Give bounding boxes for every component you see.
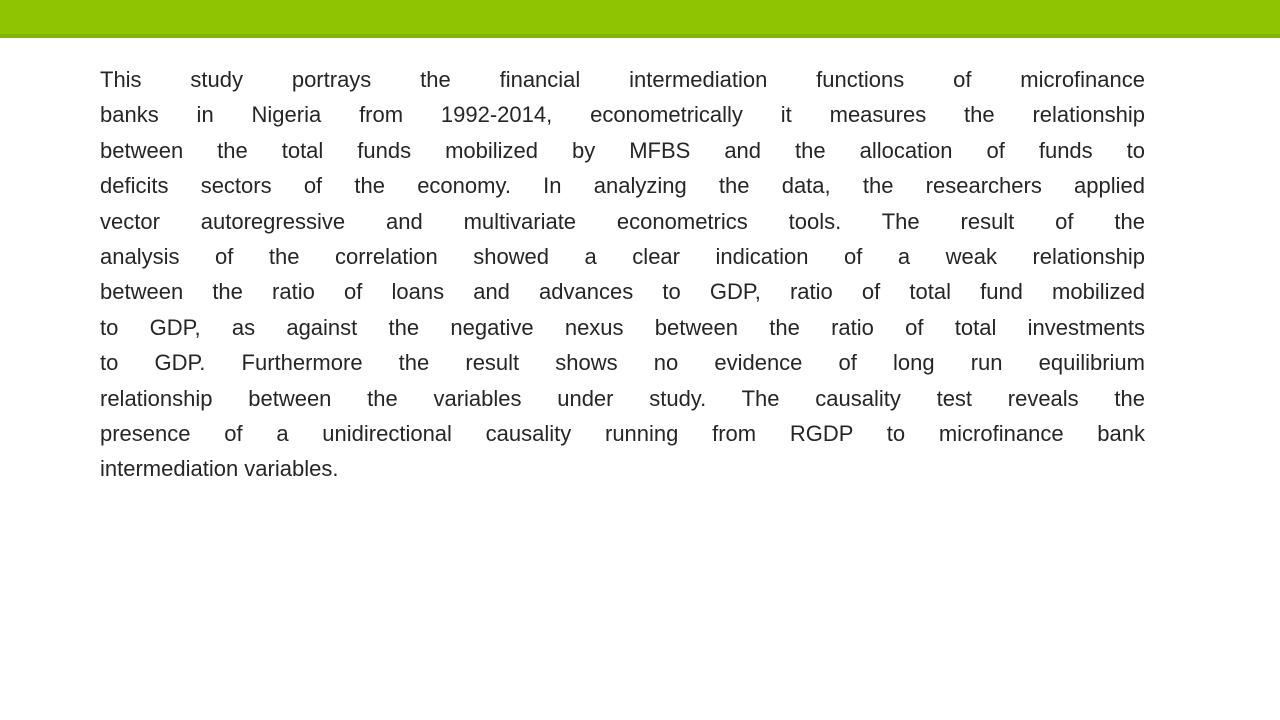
abstract-line: deficits sectors of the economy. In analyzing the data, the researchers applied xyxy=(100,173,1145,199)
abstract-line: intermediation variables. xyxy=(100,456,339,482)
abstract-paragraph xyxy=(100,62,1145,487)
abstract-line: vector autoregressive and multivariate econometrics tools. The result of the xyxy=(100,208,1145,234)
abstract-line: between the ratio of loans and advances to GDP, ratio of total fund mobilized xyxy=(100,279,1145,305)
abstract-line: to GDP, as against the negative nexus between the ratio of total investments xyxy=(100,314,1145,340)
abstract-line: This study portrays the financial intermediation functions of microfinance xyxy=(100,67,1145,92)
abstract-line: presence of a unidirectional causality running from RGDP to microfinance bank xyxy=(100,421,1145,447)
abstract-line: to GDP. Furthermore the result shows no evidence of long run equilibrium xyxy=(100,350,1145,376)
abstract-line: banks in Nigeria from 1992-2014, econometrically it measures the relationship xyxy=(100,102,1145,128)
abstract-line: relationship between the variables under study. The causality test reveals the xyxy=(100,385,1145,411)
top-accent-bar xyxy=(0,0,1280,38)
abstract-line: between the total funds mobilized by MFBS and the allocation of funds to xyxy=(100,137,1145,163)
abstract-line: analysis of the correlation showed a clear indication of a weak relationship xyxy=(100,244,1145,270)
